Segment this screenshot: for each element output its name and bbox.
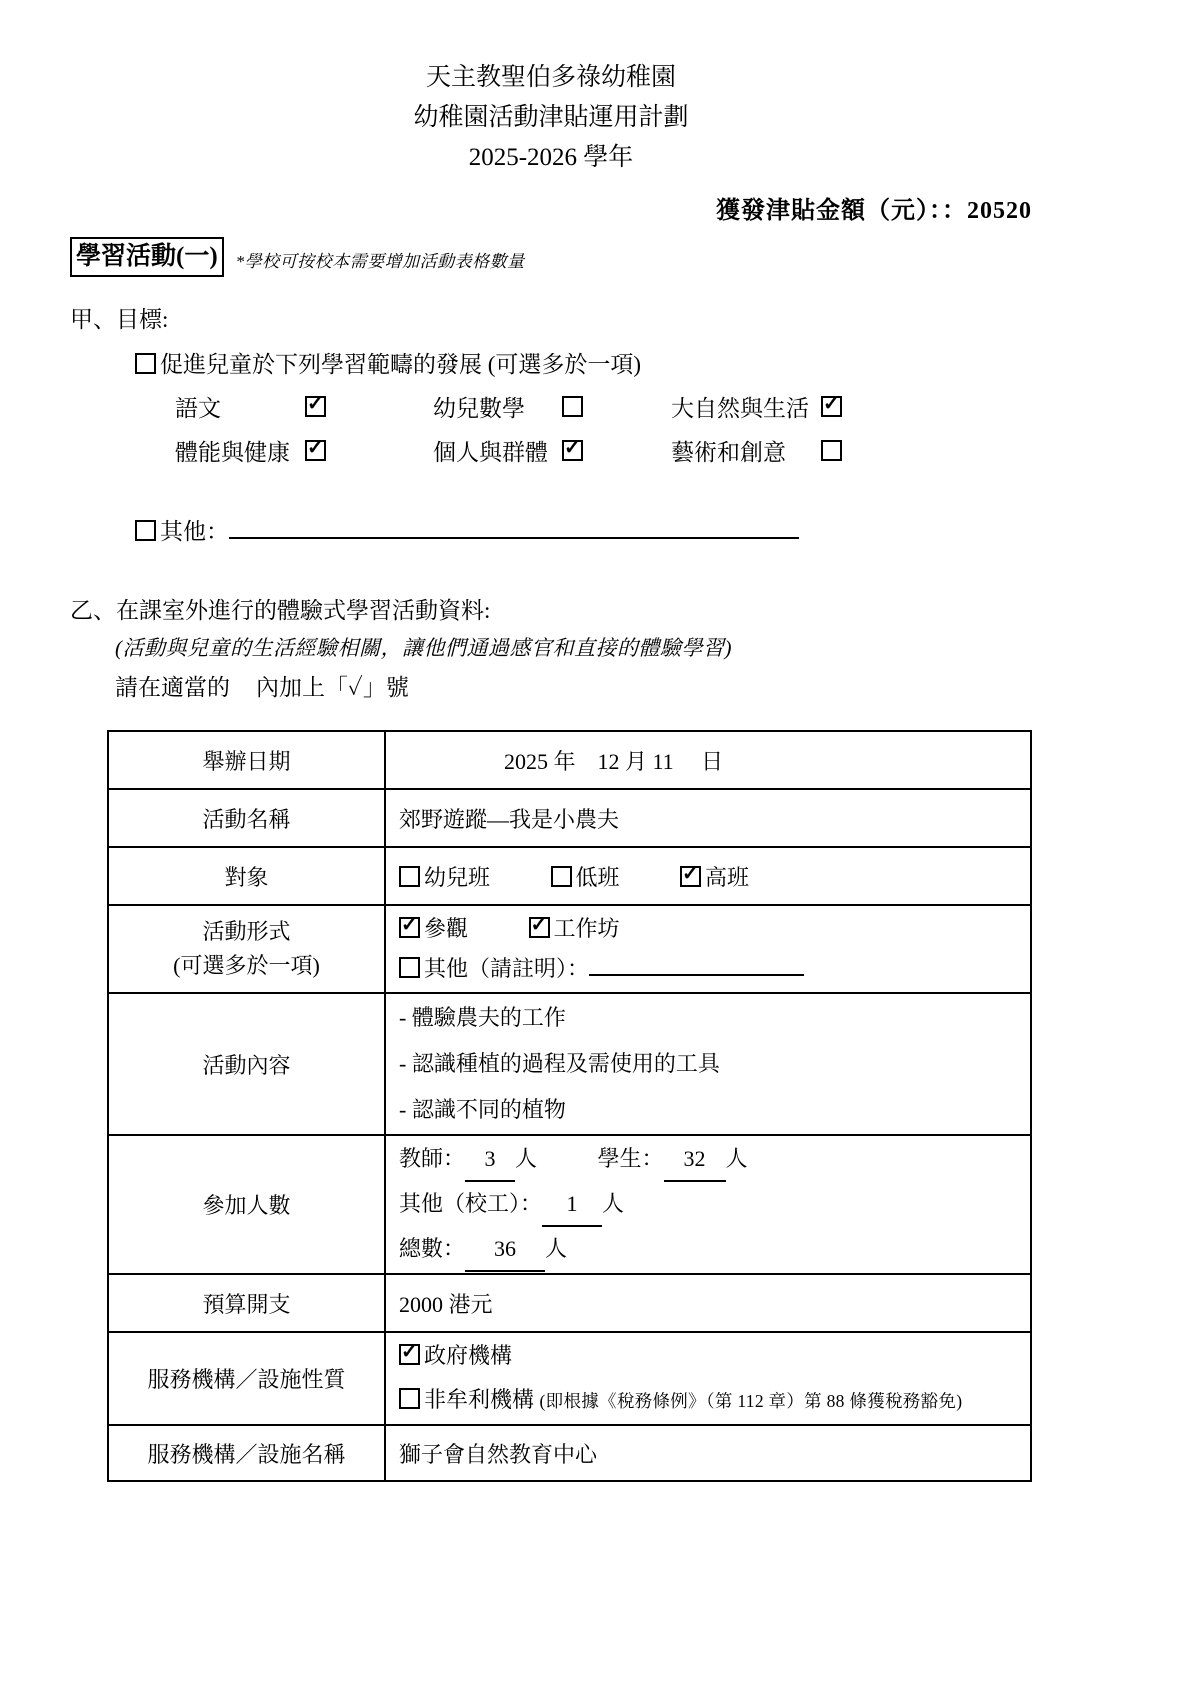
table-row-org-nature xyxy=(108,1332,1031,1425)
budget-value: 2000 港元 xyxy=(385,1274,1031,1332)
format-other-fill-line[interactable] xyxy=(589,959,804,976)
goal-option-label: 促進兒童於下列學習範疇的發展 (可選多於一項) xyxy=(160,352,642,377)
plan-title: 幼稚園活動津貼運用計劃 xyxy=(413,104,689,131)
org-nature-options xyxy=(385,1332,1031,1425)
checkbox-nature[interactable] xyxy=(821,396,842,417)
domain-label-personal: 個人與群體 xyxy=(433,440,548,465)
target-options xyxy=(385,847,1031,905)
section2-subnote: (活動與兒童的生活經驗相關，讓他們通過感官和直接的體驗學習) xyxy=(115,636,732,660)
format-option-visit: ✓參觀 xyxy=(399,916,468,941)
domain-row-2 xyxy=(175,434,1032,467)
tax-exemption-note: (即根據《稅務條例》（第 112 章）第 88 條獲稅務豁免) xyxy=(539,1391,963,1411)
format-label-cell xyxy=(108,905,385,993)
org-name-value: 獅子會自然教育中心 xyxy=(385,1425,1031,1481)
content-items xyxy=(385,993,1031,1135)
format-other-line xyxy=(399,949,1022,989)
checkbox-math[interactable] xyxy=(562,396,583,417)
org-nature-label: 服務機構／設施性質 xyxy=(108,1332,385,1425)
checkbox-government-org[interactable] xyxy=(399,1344,420,1365)
total-label: 總數： xyxy=(399,1236,466,1261)
domain-label-language: 語文 xyxy=(175,396,221,421)
date-label: 舉辦日期 xyxy=(108,731,385,789)
goal-other-line xyxy=(135,513,1032,546)
unit-label: 人 xyxy=(602,1191,625,1216)
content-label: 活動內容 xyxy=(108,993,385,1135)
instruction-pre: 請在適當的 xyxy=(115,675,230,700)
checkbox-promote-development[interactable] xyxy=(135,353,156,374)
checkbox-language[interactable] xyxy=(305,396,326,417)
checkbox-nursery[interactable] xyxy=(399,866,420,887)
content-item: - 認識種植的過程及需使用的工具 xyxy=(399,1051,720,1076)
checkbox-format-other[interactable] xyxy=(399,957,420,978)
domain-label-art: 藝術和創意 xyxy=(671,440,786,465)
checkbox-personal[interactable] xyxy=(562,440,583,461)
teacher-count[interactable]: 3 xyxy=(465,1137,515,1182)
student-count[interactable]: 32 xyxy=(664,1137,726,1182)
student-group xyxy=(598,1146,748,1171)
checkbox-physical[interactable] xyxy=(305,440,326,461)
unit-label: 人 xyxy=(545,1236,568,1261)
checkbox-visit[interactable] xyxy=(399,917,420,938)
org-name-label: 服務機構／設施名稱 xyxy=(108,1425,385,1481)
section-note: *學校可按校本需要增加活動表格數量 xyxy=(235,252,525,271)
checkbox-goal-other[interactable] xyxy=(135,520,156,541)
table-row-budget xyxy=(108,1274,1031,1332)
other-staff-label: 其他（校工）： xyxy=(399,1191,543,1216)
table-row-participants xyxy=(108,1135,1031,1274)
goal-option-line xyxy=(135,346,1032,379)
target-option-nursery: 幼兒班 xyxy=(399,865,490,890)
student-label: 學生： xyxy=(597,1146,664,1171)
format-label: 活動形式 xyxy=(202,919,291,944)
org-nature-gov-line: ✓政府機構 xyxy=(399,1334,1022,1378)
participants-values xyxy=(385,1135,1031,1274)
document-header xyxy=(70,0,1032,178)
total-count[interactable]: 36 xyxy=(465,1227,545,1272)
unit-label: 人 xyxy=(725,1146,748,1171)
goal-heading: 甲、目標: xyxy=(70,307,169,332)
activity-name-value: 郊野遊蹤—我是小農夫 xyxy=(385,789,1031,847)
domain-row-1 xyxy=(175,390,1032,423)
checkbox-lower-class[interactable] xyxy=(551,866,572,887)
domain-label-physical: 體能與健康 xyxy=(175,440,290,465)
domain-label-nature: 大自然與生活 xyxy=(671,396,809,421)
content-item: - 認識不同的植物 xyxy=(399,1097,566,1122)
unit-label: 人 xyxy=(515,1146,538,1171)
org-nature-nonprofit-line: 非牟利機構 (即根據《稅務條例》（第 112 章）第 88 條獲稅務豁免) xyxy=(399,1378,1022,1423)
grant-amount-line: 獲發津貼金額（元）：：20520 xyxy=(716,198,1032,224)
section2-instruction xyxy=(115,669,1032,702)
target-option-lower: 低班 xyxy=(551,865,620,890)
school-name: 天主教聖伯多祿幼稚園 xyxy=(425,64,676,91)
document-page xyxy=(70,0,1032,1482)
section2-heading: 乙、在課室外進行的體驗式學習活動資料: xyxy=(70,598,491,623)
domain-label-math: 幼兒數學 xyxy=(433,396,525,421)
budget-label: 預算開支 xyxy=(108,1274,385,1332)
table-row-target xyxy=(108,847,1031,905)
activity-name-label: 活動名稱 xyxy=(108,789,385,847)
checkbox-nonprofit-org[interactable] xyxy=(399,1388,420,1409)
content-item: - 體驗農夫的工作 xyxy=(399,1005,566,1030)
checkbox-workshop[interactable] xyxy=(529,917,550,938)
format-label-note: (可選多於一項) xyxy=(173,953,320,978)
table-row-org-name xyxy=(108,1425,1031,1481)
date-value: 2025 年 12 月 11 日 xyxy=(385,731,1031,789)
format-other-label: 其他（請註明）： xyxy=(424,956,590,981)
target-label: 對象 xyxy=(108,847,385,905)
format-option-workshop: ✓ 工作坊 xyxy=(529,916,620,941)
table-row-content xyxy=(108,993,1031,1135)
goal-other-fill-line[interactable] xyxy=(229,522,799,539)
section-title: 學習活動(一) xyxy=(70,237,224,277)
teacher-label: 教師： xyxy=(399,1146,466,1171)
section-title-row xyxy=(70,237,1032,277)
checkbox-upper-class[interactable] xyxy=(680,866,701,887)
format-options xyxy=(385,905,1031,993)
participants-label: 參加人數 xyxy=(108,1135,385,1274)
target-option-upper: ✓ 高班 xyxy=(680,865,749,890)
table-row-format xyxy=(108,905,1031,993)
checkbox-art[interactable] xyxy=(821,440,842,461)
other-staff-count[interactable]: 1 xyxy=(542,1182,602,1227)
goal-other-label: 其他： xyxy=(160,519,229,544)
instruction-post: 內加上「✓」號 xyxy=(256,675,409,700)
school-year: 2025-2026 學年 xyxy=(468,144,634,171)
table-row-name xyxy=(108,789,1031,847)
table-row-date xyxy=(108,731,1031,789)
activity-form-table xyxy=(107,730,1032,1482)
